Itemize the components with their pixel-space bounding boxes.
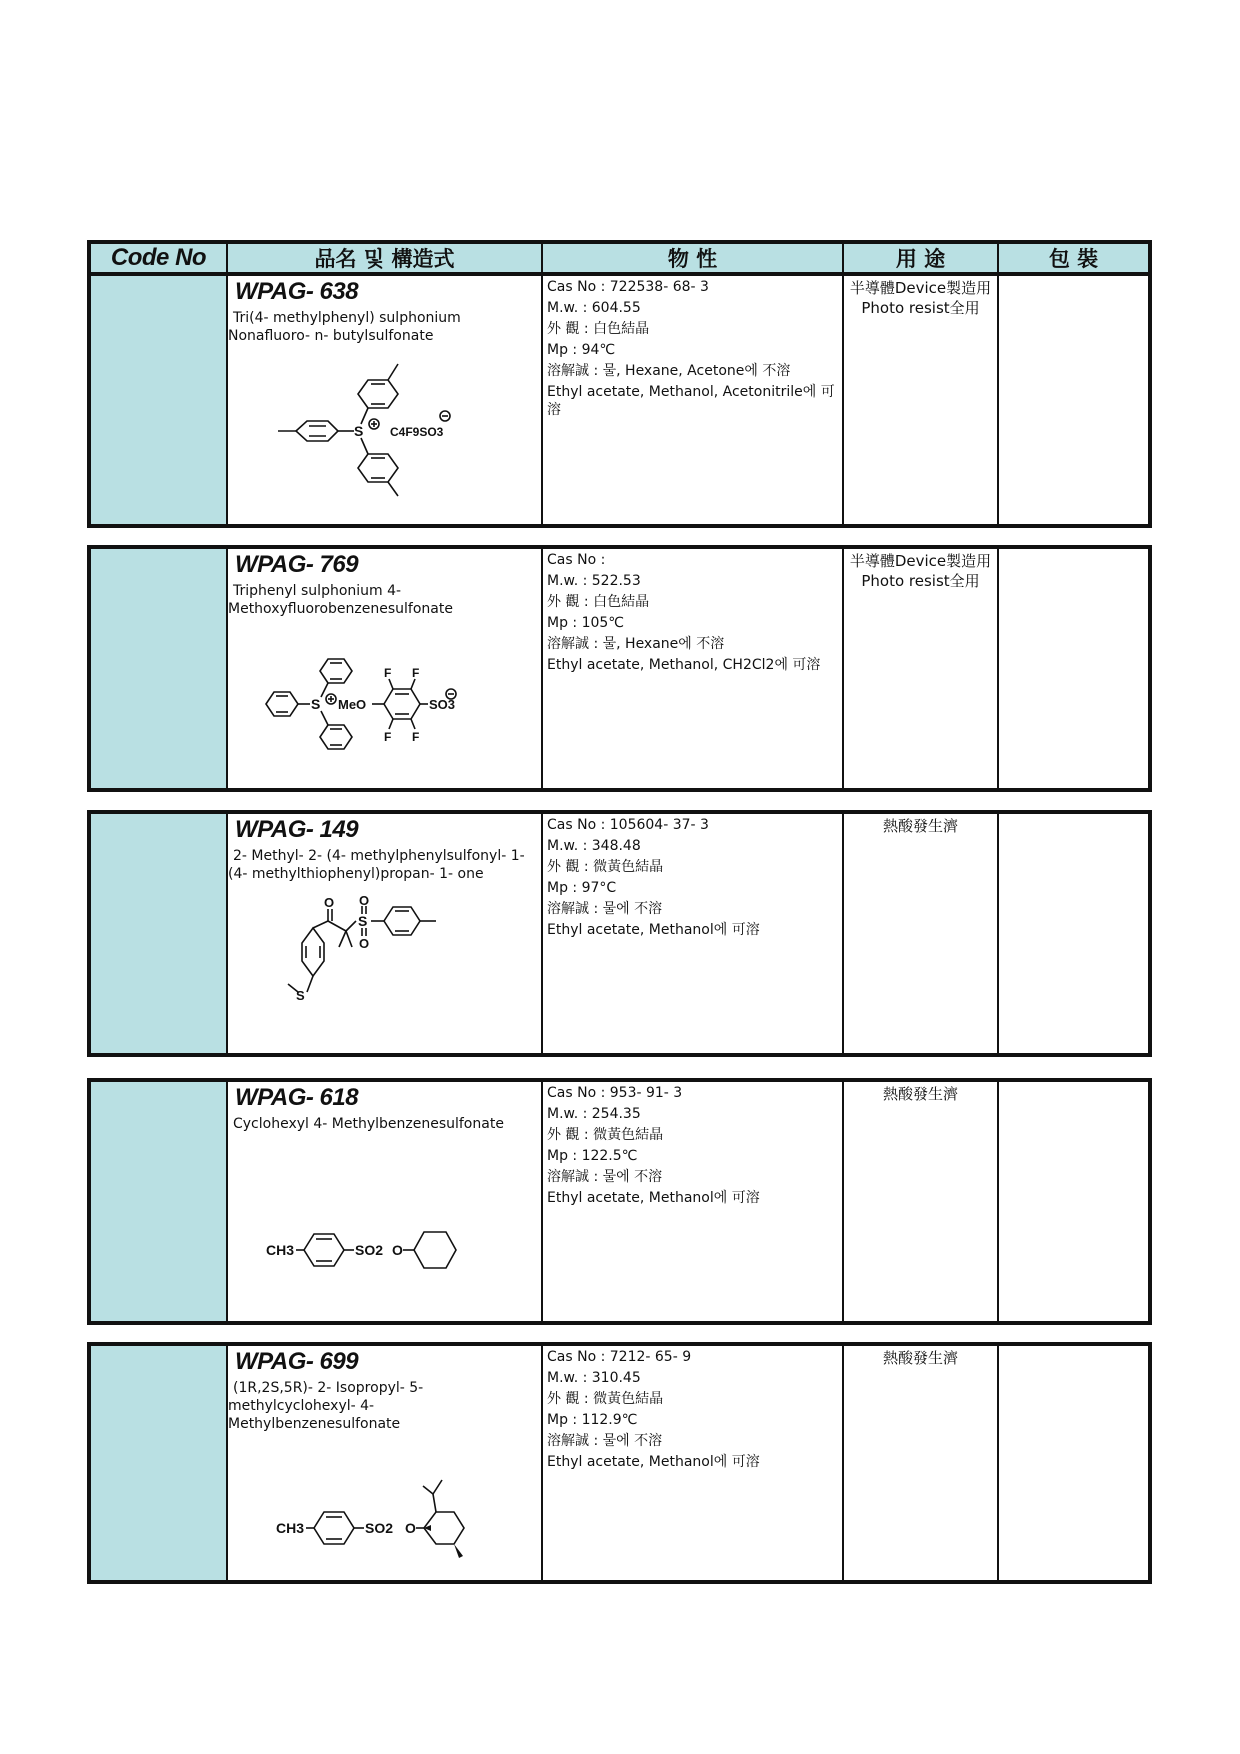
product-code: WPAG- 149 bbox=[235, 816, 359, 843]
name-structure-cell bbox=[228, 549, 543, 788]
product-name: (1R,2S,5R)- 2- Isopropyl- 5- methylcyclohexyl- 4- Methylbenzenesulfonate bbox=[228, 1380, 424, 1432]
packaging-cell bbox=[999, 276, 1148, 524]
svg-text:F: F bbox=[412, 730, 420, 744]
product-name: Tri(4- methylphenyl) sulphonium Nonafluoro- n- butylsulfonate bbox=[228, 310, 461, 344]
properties-cell bbox=[543, 814, 844, 1053]
cas-number: Cas No : 7212- 65- 9 bbox=[547, 1349, 692, 1365]
code-column bbox=[91, 814, 228, 1053]
product-block-wpag-638 bbox=[87, 274, 1152, 528]
solubility-insoluble: 溶解誠 : 물에 不溶 bbox=[547, 901, 663, 917]
methyl-label: CH3 bbox=[266, 1242, 295, 1258]
product-code: WPAG- 699 bbox=[235, 1348, 359, 1375]
header-name: 品名 및 構造式 bbox=[228, 244, 543, 272]
appearance: 外 觀 : 微黃色結晶 bbox=[547, 1391, 664, 1407]
chemical-structure bbox=[228, 1082, 539, 1325]
name-structure-cell bbox=[228, 276, 543, 524]
appearance: 外 觀 : 白色結晶 bbox=[547, 321, 650, 337]
product-block-wpag-618 bbox=[87, 1078, 1152, 1325]
chemical-structure bbox=[228, 1346, 539, 1584]
molecular-weight: M.w. : 254.35 bbox=[547, 1106, 641, 1122]
solubility-soluble: Ethyl acetate, Methanol에 可溶 bbox=[547, 1190, 760, 1206]
ester-oxygen: O bbox=[392, 1242, 403, 1258]
header-code-no: Code No bbox=[91, 244, 228, 272]
melting-point: Mp : 122.5℃ bbox=[547, 1148, 638, 1164]
sulfonium-label: S bbox=[354, 423, 364, 439]
product-block-wpag-699 bbox=[87, 1342, 1152, 1584]
name-structure-cell bbox=[228, 1346, 543, 1580]
chemical-structure bbox=[228, 549, 539, 792]
properties-cell bbox=[543, 1082, 844, 1321]
code-column bbox=[91, 1346, 228, 1580]
usage-text: 熱酸發生濟 bbox=[882, 817, 958, 835]
code-column bbox=[91, 549, 228, 788]
product-block-wpag-769 bbox=[87, 545, 1152, 792]
properties-cell bbox=[543, 276, 844, 524]
methoxy-label: MeO bbox=[338, 697, 367, 712]
cas-number: Cas No : 105604- 37- 3 bbox=[547, 817, 709, 833]
ketone-oxygen: O bbox=[324, 895, 335, 910]
properties-cell bbox=[543, 549, 844, 788]
usage-text: 熱酸發生濟 bbox=[882, 1085, 958, 1103]
packaging-cell bbox=[999, 1082, 1148, 1321]
molecular-weight: M.w. : 604.55 bbox=[547, 300, 641, 316]
product-code: WPAG- 618 bbox=[235, 1084, 359, 1111]
svg-text:F: F bbox=[384, 666, 392, 680]
packaging-cell bbox=[999, 549, 1148, 788]
product-block-wpag-149 bbox=[87, 810, 1152, 1057]
product-name: Triphenyl sulphonium 4- Methoxyfluorobenzenesulfonate bbox=[228, 583, 453, 617]
solubility-soluble: Ethyl acetate, Methanol, Acetonitrile에 可溶 bbox=[547, 384, 835, 418]
cas-number: Cas No : 722538- 68- 3 bbox=[547, 279, 709, 295]
code-column bbox=[91, 276, 228, 524]
usage-cell bbox=[844, 814, 999, 1053]
sulfone-oxygen-top: O bbox=[359, 893, 370, 908]
name-structure-cell bbox=[228, 814, 543, 1053]
properties-cell bbox=[543, 1346, 844, 1580]
name-structure-cell bbox=[228, 1082, 543, 1321]
cas-number: Cas No : 953- 91- 3 bbox=[547, 1085, 683, 1101]
product-code: WPAG- 638 bbox=[235, 278, 359, 305]
melting-point: Mp : 94℃ bbox=[547, 342, 616, 358]
anion-label: C4F9SO3 bbox=[390, 425, 444, 439]
sulfone-sulfur: S bbox=[358, 913, 368, 929]
ester-oxygen: O bbox=[405, 1520, 416, 1536]
methyl-label: CH3 bbox=[276, 1520, 305, 1536]
usage-text: 熱酸發生濟 bbox=[882, 1349, 958, 1367]
melting-point: Mp : 97°C bbox=[547, 880, 617, 896]
sulfone-oxygen-bottom: O bbox=[359, 936, 370, 951]
appearance: 外 觀 : 白色結晶 bbox=[547, 594, 650, 610]
svg-text:F: F bbox=[412, 666, 420, 680]
packaging-cell bbox=[999, 1346, 1148, 1580]
header-properties: 物 性 bbox=[543, 244, 844, 272]
usage-text: 半導體Device製造用 Photo resist全用 bbox=[849, 552, 992, 590]
cas-number: Cas No : bbox=[547, 552, 606, 568]
solubility-insoluble: 溶解誠 : 물에 不溶 bbox=[547, 1433, 663, 1449]
usage-cell bbox=[844, 1346, 999, 1580]
thioether-sulfur: S bbox=[296, 988, 305, 1003]
header-usage: 用 途 bbox=[844, 244, 999, 272]
appearance: 外 觀 : 微黃色結晶 bbox=[547, 1127, 664, 1143]
code-column bbox=[91, 1082, 228, 1321]
svg-text:F: F bbox=[384, 730, 392, 744]
packaging-cell bbox=[999, 814, 1148, 1053]
solubility-soluble: Ethyl acetate, Methanol에 可溶 bbox=[547, 1454, 760, 1470]
chemical-structure bbox=[228, 814, 539, 1057]
solubility-insoluble: 溶解誠 : 물에 不溶 bbox=[547, 1169, 663, 1185]
solubility-insoluble: 溶解誠 : 물, Hexane에 不溶 bbox=[547, 636, 725, 652]
appearance: 外 觀 : 微黃色結晶 bbox=[547, 859, 664, 875]
product-name: 2- Methyl- 2- (4- methylphenylsulfonyl- 1- (4- methylthiophenyl)propan- 1- one bbox=[228, 848, 525, 882]
usage-text: 半導體Device製造用 Photo resist全用 bbox=[849, 279, 992, 317]
header-packaging: 包 裝 bbox=[1048, 247, 1099, 271]
molecular-weight: M.w. : 348.48 bbox=[547, 838, 641, 854]
product-code: WPAG- 769 bbox=[235, 551, 359, 578]
chemical-structure bbox=[228, 276, 539, 526]
sulfonyl-label: SO2 bbox=[365, 1520, 394, 1536]
sulfonyl-label: SO2 bbox=[355, 1242, 384, 1258]
sulfonate-label: SO3 bbox=[429, 697, 456, 712]
sulfonium-label: S bbox=[311, 696, 321, 712]
usage-cell bbox=[844, 276, 999, 524]
usage-cell bbox=[844, 549, 999, 788]
molecular-weight: M.w. : 310.45 bbox=[547, 1370, 641, 1386]
melting-point: Mp : 105℃ bbox=[547, 615, 625, 631]
solubility-soluble: Ethyl acetate, Methanol에 可溶 bbox=[547, 922, 760, 938]
table-header bbox=[87, 240, 1152, 276]
melting-point: Mp : 112.9℃ bbox=[547, 1412, 638, 1428]
molecular-weight: M.w. : 522.53 bbox=[547, 573, 641, 589]
solubility-insoluble: 溶解誠 : 물, Hexane, Acetone에 不溶 bbox=[547, 363, 791, 379]
product-name: Cyclohexyl 4- Methylbenzenesulfonate bbox=[233, 1116, 504, 1132]
solubility-soluble: Ethyl acetate, Methanol, CH2Cl2에 可溶 bbox=[547, 657, 821, 673]
usage-cell bbox=[844, 1082, 999, 1321]
